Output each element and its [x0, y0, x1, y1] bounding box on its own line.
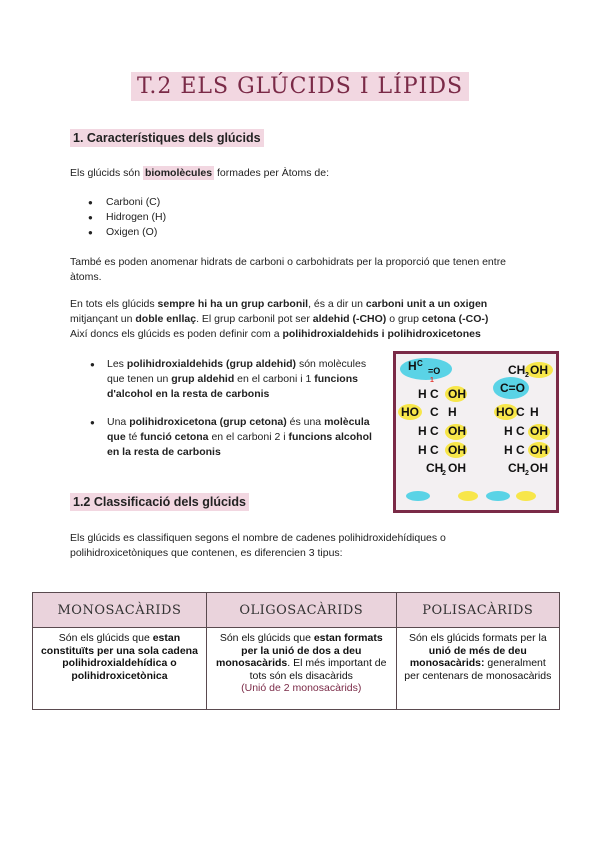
- intro-paragraph: Els glúcids són biomolècules formades per Àtoms de:: [70, 167, 330, 179]
- svg-text:CH: CH: [508, 461, 526, 475]
- svg-text:C: C: [516, 443, 525, 457]
- svg-text:C=O: C=O: [500, 381, 526, 395]
- svg-text:2: 2: [525, 470, 529, 477]
- svg-text:2: 2: [525, 372, 529, 379]
- svg-text:H: H: [504, 443, 513, 457]
- list-item: ● Carboni (C): [106, 195, 166, 210]
- svg-text:C: C: [430, 387, 439, 401]
- aldehid-bullet: ● Les polihidroxialdehids (grup aldehid) són molècules que tenen un grup aldehid en el carboni i 1 funcions d'alcohol en la resta de carbonis: [90, 358, 367, 400]
- hidrats-paragraph: També es poden anomenar hidrats de carboni o carbohidrats per la proporció que tenen entre àtoms.: [70, 256, 507, 283]
- svg-text:H: H: [448, 405, 457, 419]
- svg-text:OH: OH: [530, 424, 548, 438]
- column-header: MONOSACÀRIDS: [33, 593, 207, 628]
- svg-text:H: H: [408, 359, 417, 373]
- svg-text:H: H: [418, 387, 427, 401]
- svg-text:OH: OH: [530, 461, 548, 475]
- carbonil-paragraph: En tots els glúcids sempre hi ha un grup carbonil, és a dir un carboni unit a un oxigen mitjançant un doble enllaç. El grup carbonil pot ser aldehid (-CHO) o grup cetona (-CO-) Així doncs els glúcids es poden definir com a polihidroxialdehids i polihidroxicetones: [70, 298, 489, 340]
- svg-text:=O: =O: [428, 366, 441, 376]
- legend-highlight: [516, 491, 536, 501]
- svg-text:H: H: [504, 424, 513, 438]
- svg-text:OH: OH: [448, 443, 466, 457]
- svg-text:1: 1: [430, 377, 434, 384]
- page-title: T.2 ELS GLÚCIDS I LÍPIDS: [0, 74, 600, 99]
- svg-text:C: C: [430, 405, 439, 419]
- glucid-structure-image: [393, 351, 559, 513]
- classification-paragraph: Els glúcids es classifiquen segons el nombre de cadenes polihidroxidehídiques o polihidroxicetòniques que contenen, es diferencien 3 tipus:: [70, 532, 446, 559]
- fructose-chain: [496, 363, 548, 477]
- svg-text:HO: HO: [496, 405, 514, 419]
- list-item: ● Hidrogen (H): [106, 210, 166, 225]
- svg-text:OH: OH: [530, 363, 548, 377]
- svg-text:OH: OH: [448, 387, 466, 401]
- element-list: [70, 195, 166, 240]
- section1-heading: 1. Característiques dels glúcids: [70, 131, 264, 145]
- table-cell: Són els glúcids formats per la unió de més de deu monosacàrids: generalment per centenars de monosacàrids: [396, 628, 559, 710]
- legend-highlight: [458, 491, 478, 501]
- svg-text:C: C: [516, 424, 525, 438]
- legend-highlight: [486, 491, 510, 501]
- svg-text:OH: OH: [530, 443, 548, 457]
- legend-highlight: [406, 491, 430, 501]
- svg-text:OH: OH: [448, 461, 466, 475]
- svg-text:C: C: [417, 359, 423, 368]
- section2-heading: 1.2 Classificació dels glúcids: [70, 495, 249, 509]
- svg-text:C: C: [430, 424, 439, 438]
- svg-text:HO: HO: [401, 405, 419, 419]
- glucid-types-table: [32, 592, 560, 710]
- svg-text:H: H: [418, 424, 427, 438]
- column-header: POLISACÀRIDS: [396, 593, 559, 628]
- svg-text:CH: CH: [426, 461, 444, 475]
- svg-text:OH: OH: [448, 424, 466, 438]
- svg-text:H: H: [418, 443, 427, 457]
- cetona-bullet: ● Una polihidroxicetona (grup cetona) és una molècula que té funció cetona en el carboni 2 i funcions alcohol en la resta de carbonis: [90, 416, 372, 458]
- svg-text:C: C: [516, 405, 525, 419]
- svg-text:2: 2: [442, 470, 446, 477]
- svg-text:CH: CH: [508, 363, 526, 377]
- svg-text:C: C: [430, 443, 439, 457]
- table-cell: Són els glúcids que estan constituïts per una sola cadena polihidroxialdehídica o polihidroxicetònica: [33, 628, 207, 710]
- list-item: ● Oxigen (O): [106, 225, 166, 240]
- table-cell: Són els glúcids que estan formats per la unió de dos a deu monosacàrids. El més important de tots són els disacàrids (Unió de 2 monosacàrids): [206, 628, 396, 710]
- svg-text:H: H: [530, 405, 539, 419]
- column-header: OLIGOSACÀRIDS: [206, 593, 396, 628]
